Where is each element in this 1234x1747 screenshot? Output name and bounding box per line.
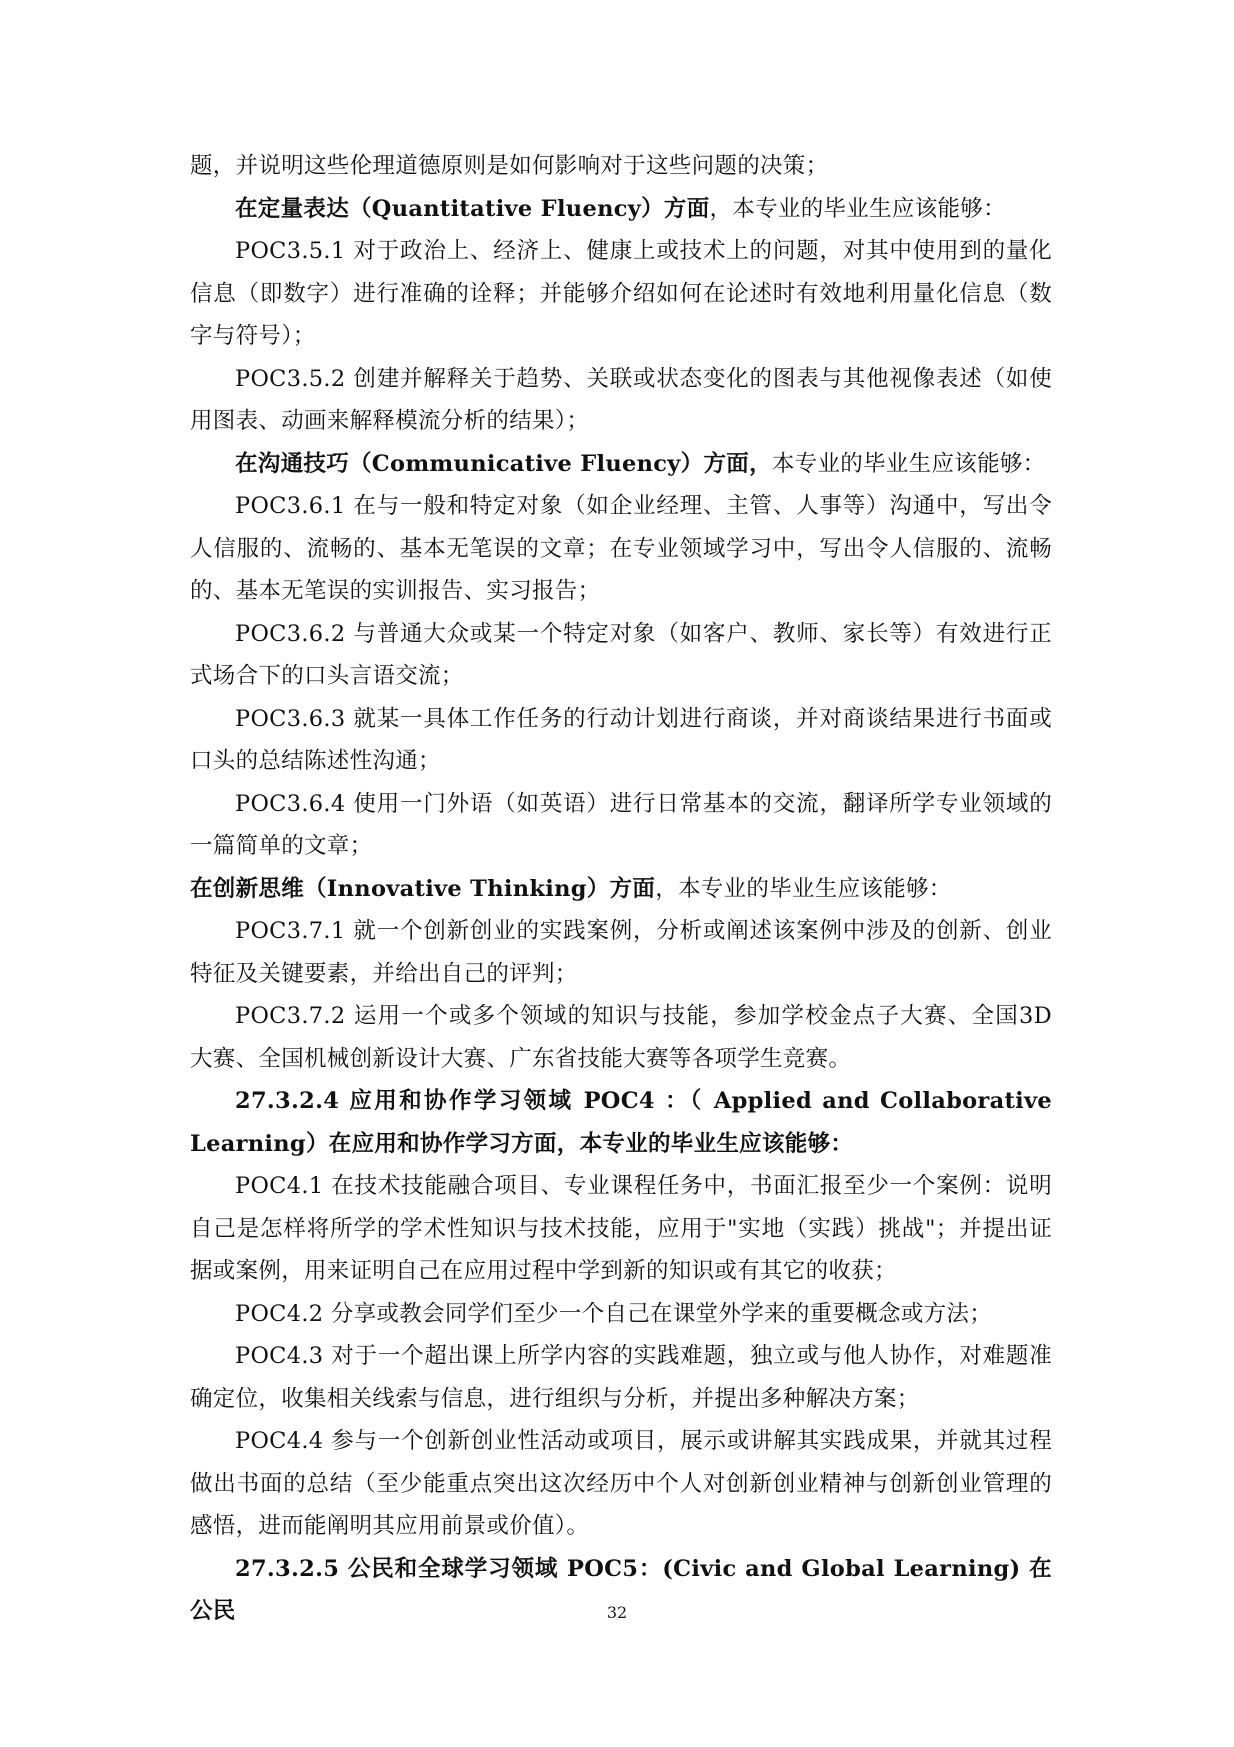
paragraph-poc4-4	[190, 1420, 1052, 1548]
paragraph-ethics-continuation	[190, 145, 1052, 188]
paragraph-text: POC4.1 在技术技能融合项目、专业课程任务中，书面汇报至少一个案例：说明自己是怎样将所学的学术性知识与技术技能，应用于"实地（实践）挑战"；并提出证据或案例，用来证明自己在应用过程中学到新的知识或有其它的收获；	[190, 1173, 1052, 1284]
paragraph-poc3-7-1	[190, 910, 1052, 995]
paragraph-bold-lead: 在沟通技巧（Communicative Fluency）方面，	[235, 450, 772, 477]
paragraph-text: ，本专业的毕业生应该能够：	[655, 875, 952, 902]
paragraph-text: POC4.2 分享或教会同学们至少一个自己在课堂外学来的重要概念或方法；	[235, 1300, 993, 1327]
paragraph-poc4-3	[190, 1335, 1052, 1420]
paragraph-poc4-1	[190, 1165, 1052, 1293]
paragraph-poc3-5-1	[190, 230, 1052, 358]
page-number: 32	[606, 1603, 628, 1622]
paragraph-text: POC4.3 对于一个超出课上所学内容的实践难题，独立或与他人协作，对难题准确定位，收集相关线索与信息，进行组织与分析，并提出多种解决方案；	[190, 1343, 1052, 1412]
paragraph-text: 本专业的毕业生应该能够：	[771, 450, 1046, 477]
paragraph-text: POC3.6.4 使用一门外语（如英语）进行日常基本的交流，翻译所学专业领域的一篇简单的文章；	[190, 790, 1052, 859]
paragraph-poc3-5-2	[190, 358, 1052, 443]
paragraph-poc3-6-2	[190, 613, 1052, 698]
paragraph-text: POC3.6.1 在与一般和特定对象（如企业经理、主管、人事等）沟通中，写出令人信服的、流畅的、基本无笔误的文章；在专业领域学习中，写出令人信服的、流畅的、基本无笔误的实训报告、实习报告；	[190, 493, 1052, 604]
paragraph-poc4-2	[190, 1293, 1052, 1336]
heading-27-3-2-4-applied-collaborative	[190, 1080, 1052, 1165]
paragraph-bold-lead: 27.3.2.4 应用和协作学习领域 POC4 ：（ Applied and Collaborative Learning）在应用和协作学习方面，本专业的毕业生应该能够：	[190, 1088, 1052, 1157]
paragraph-bold-lead: 27.3.2.5 公民和全球学习领域 POC5：(Civic and Global Learning) 在公民	[190, 1555, 1052, 1624]
paragraph-text: POC3.6.2 与普通大众或某一个特定对象（如客户、教师、家长等）有效进行正式场合下的口头言语交流；	[190, 620, 1052, 689]
heading-innovative-thinking	[190, 868, 1052, 911]
paragraph-poc3-6-1	[190, 485, 1052, 613]
paragraph-text: POC3.7.1 就一个创新创业的实践案例，分析或阐述该案例中涉及的创新、创业特征及关键要素，并给出自己的评判；	[190, 918, 1052, 987]
paragraph-text: POC3.5.1 对于政治上、经济上、健康上或技术上的问题，对其中使用到的量化信息（即数字）进行准确的诠释；并能够介绍如何在论述时有效地利用量化信息（数字与符号）；	[190, 238, 1052, 349]
paragraph-text: 题，并说明这些伦理道德原则是如何影响对于这些问题的决策；	[190, 153, 829, 179]
paragraph-text: POC4.4 参与一个创新创业性活动或项目，展示或讲解其实践成果，并就其过程做出书面的总结（至少能重点突出这次经历中个人对创新创业精神与创新创业管理的感悟，进而能阐明其应用前景或价值）。	[190, 1428, 1052, 1539]
heading-communicative-fluency	[190, 443, 1052, 486]
paragraph-bold-lead: 在创新思维（Innovative Thinking）方面	[190, 875, 656, 902]
paragraph-text: POC3.7.2 运用一个或多个领域的知识与技能，参加学校金点子大赛、全国3D 大赛、全国机械创新设计大赛、广东省技能大赛等各项学生竞赛。	[190, 1003, 1052, 1072]
paragraph-poc3-6-3	[190, 698, 1052, 783]
paragraph-bold-lead: 在定量表达（Quantitative Fluency）方面	[235, 195, 710, 222]
heading-quantitative-fluency	[190, 188, 1052, 231]
paragraph-poc3-7-2	[190, 995, 1052, 1080]
document-body	[190, 145, 1052, 1633]
paragraph-text: POC3.6.3 就某一具体工作任务的行动计划进行商谈，并对商谈结果进行书面或口头的总结陈述性沟通；	[190, 705, 1052, 774]
paragraph-text: POC3.5.2 创建并解释关于趋势、关联或状态变化的图表与其他视像表述（如使用图表、动画来解释模流分析的结果）；	[190, 365, 1052, 434]
paragraph-text: ，本专业的毕业生应该能够：	[709, 195, 1006, 222]
paragraph-poc3-6-4	[190, 783, 1052, 868]
